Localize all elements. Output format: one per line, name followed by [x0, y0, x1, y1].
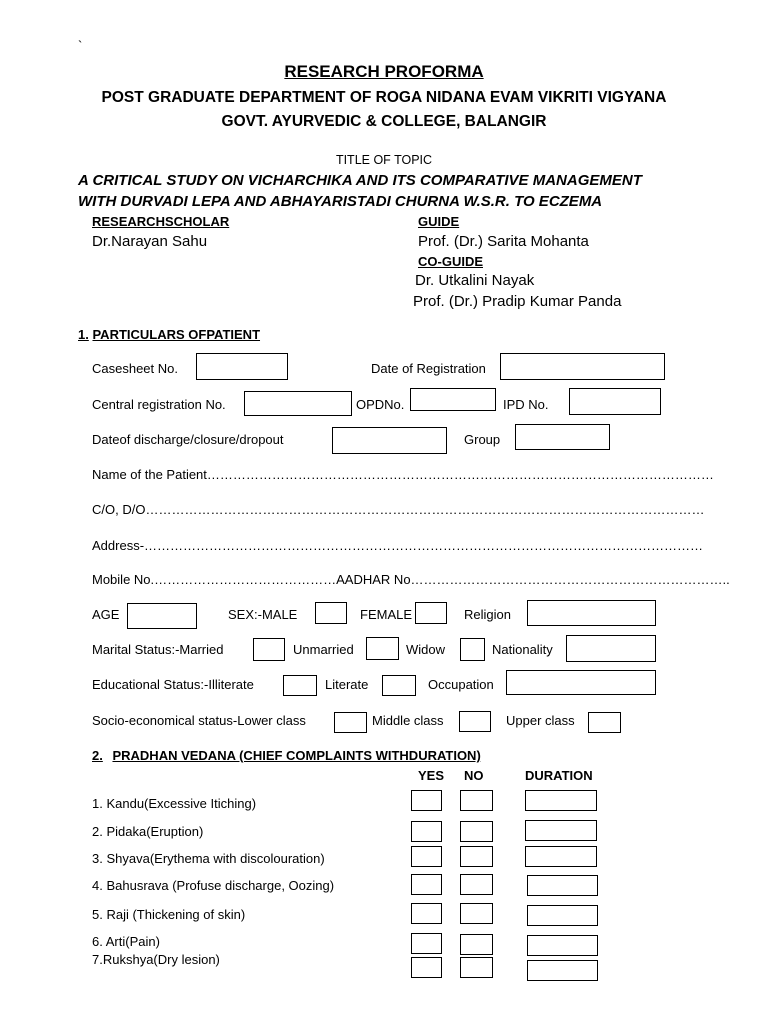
mobile-aadhar-line[interactable]: Mobile No.……………………………………AADHAR No……………………………………………………………….. [92, 572, 730, 587]
unmarried-checkbox[interactable] [366, 637, 399, 660]
occupation-label: Occupation [428, 677, 494, 692]
nationality-label: Nationality [492, 642, 553, 657]
complaint-label: 4. Bahusrava (Profuse discharge, Oozing) [92, 878, 335, 893]
complaint-label: 6. Arti(Pain) [92, 934, 160, 949]
scholar-label: RESEARCHSCHOLAR [92, 214, 230, 229]
discharge-label: Dateof discharge/closure/dropout [92, 432, 284, 447]
occupation-field[interactable] [506, 670, 656, 695]
college-name: GOVT. AYURVEDIC & COLLEGE, BALANGIR [221, 113, 547, 130]
complaint-no-checkbox[interactable] [460, 957, 493, 978]
complaint-yes-checkbox[interactable] [411, 957, 442, 978]
coguide-name-1: Dr. Utkalini Nayak [415, 272, 535, 289]
illiterate-checkbox[interactable] [283, 675, 317, 696]
marital-married-label: Marital Status:-Married [92, 642, 224, 657]
unmarried-label: Unmarried [293, 642, 354, 657]
column-duration: DURATION [525, 768, 593, 783]
widow-label: Widow [406, 642, 446, 657]
male-checkbox[interactable] [315, 602, 347, 624]
topic-line-1: A CRITICAL STUDY ON VICHARCHIKA AND ITS COMPARATIVE MANAGEMENT [78, 172, 642, 189]
page-title: RESEARCH PROFORMA [284, 62, 484, 81]
female-checkbox[interactable] [415, 602, 447, 624]
complaint-label: 2. Pidaka(Eruption) [92, 824, 204, 839]
address-line[interactable]: Address-………………………………………………………………………………………………………………… [92, 538, 704, 553]
complaint-yes-checkbox[interactable] [411, 846, 442, 867]
age-label: AGE [92, 607, 120, 622]
complaint-yes-checkbox[interactable] [411, 821, 442, 842]
complaint-duration-field[interactable] [527, 875, 598, 896]
age-field[interactable] [127, 603, 197, 629]
section-2-title: PRADHAN VEDANA (CHIEF COMPLAINTS WITHDURATION) [112, 748, 481, 763]
column-no: NO [464, 768, 484, 783]
complaint-no-checkbox[interactable] [460, 846, 493, 867]
patient-name-line[interactable]: Name of the Patient……………………………………………………………………………………………………… [92, 467, 714, 482]
section-2-heading [92, 748, 481, 763]
upper-class-checkbox[interactable] [588, 712, 621, 733]
section-2-number: 2. [92, 748, 103, 763]
middle-class-checkbox[interactable] [459, 711, 491, 732]
casesheet-field[interactable] [196, 353, 288, 380]
guide-label: GUIDE [418, 214, 460, 229]
column-yes: YES [418, 768, 445, 783]
complaint-duration-field[interactable] [527, 960, 598, 981]
ipd-field[interactable] [569, 388, 661, 415]
complaint-no-checkbox[interactable] [460, 934, 493, 955]
female-label: FEMALE [360, 607, 413, 622]
widow-checkbox[interactable] [460, 638, 485, 661]
casesheet-label: Casesheet No. [92, 361, 178, 376]
opd-field[interactable] [410, 388, 496, 411]
sex-male-label: SEX:-MALE [228, 607, 298, 622]
middle-class-label: Middle class [372, 713, 444, 728]
topic-label: TITLE OF TOPIC [335, 153, 433, 167]
education-illiterate-label: Educational Status:-Illiterate [92, 677, 254, 692]
section-1-title: PARTICULARS OFPATIENT [92, 327, 261, 342]
central-registration-label: Central registration No. [92, 397, 226, 412]
upper-class-label: Upper class [506, 713, 575, 728]
religion-field[interactable] [527, 600, 656, 626]
coguide-label: CO-GUIDE [418, 254, 483, 269]
complaint-yes-checkbox[interactable] [411, 933, 442, 954]
complaint-no-checkbox[interactable] [460, 874, 493, 895]
stray-mark: ` [78, 38, 83, 53]
discharge-field[interactable] [332, 427, 447, 454]
central-registration-field[interactable] [244, 391, 352, 416]
complaint-label: 1. Kandu(Excessive Itiching) [92, 796, 257, 811]
guide-name: Prof. (Dr.) Sarita Mohanta [418, 233, 589, 250]
nationality-field[interactable] [566, 635, 656, 662]
section-1-heading [78, 327, 260, 342]
lower-class-checkbox[interactable] [334, 712, 367, 733]
complaint-duration-field[interactable] [525, 790, 597, 811]
date-registration-label: Date of Registration [371, 361, 486, 376]
complaint-duration-field[interactable] [525, 846, 597, 867]
coguide-name-2: Prof. (Dr.) Pradip Kumar Panda [413, 293, 622, 310]
literate-label: Literate [325, 677, 369, 692]
complaint-no-checkbox[interactable] [460, 790, 493, 811]
opd-label: OPDNo. [356, 397, 405, 412]
religion-label: Religion [464, 607, 511, 622]
group-label: Group [464, 432, 501, 447]
group-field[interactable] [515, 424, 610, 450]
complaint-yes-checkbox[interactable] [411, 874, 442, 895]
complaint-duration-field[interactable] [527, 905, 598, 926]
complaint-label: 7.Rukshya(Dry lesion) [92, 952, 220, 967]
complaint-yes-checkbox[interactable] [411, 903, 442, 924]
topic-line-2: WITH DURVADI LEPA AND ABHAYARISTADI CHURNA W.S.R. TO ECZEMA [78, 193, 603, 210]
complaint-yes-checkbox[interactable] [411, 790, 442, 811]
complaint-label: 3. Shyava(Erythema with discolouration) [92, 851, 325, 866]
socio-lower-label: Socio-economical status-Lower class [92, 713, 306, 728]
section-1-number: 1. [78, 327, 89, 342]
complaint-no-checkbox[interactable] [460, 903, 493, 924]
complaint-duration-field[interactable] [527, 935, 598, 956]
married-checkbox[interactable] [253, 638, 285, 661]
care-of-line[interactable]: C/O, D/O………………………………………………………………………………………………………………… [92, 502, 705, 517]
complaint-label: 5. Raji (Thickening of skin) [92, 907, 246, 922]
complaint-duration-field[interactable] [525, 820, 597, 841]
scholar-name: Dr.Narayan Sahu [92, 233, 208, 250]
department-name: POST GRADUATE DEPARTMENT OF ROGA NIDANA EVAM VIKRITI VIGYANA [101, 89, 667, 106]
complaint-no-checkbox[interactable] [460, 821, 493, 842]
date-registration-field[interactable] [500, 353, 665, 380]
ipd-label: IPD No. [503, 397, 549, 412]
literate-checkbox[interactable] [382, 675, 416, 696]
